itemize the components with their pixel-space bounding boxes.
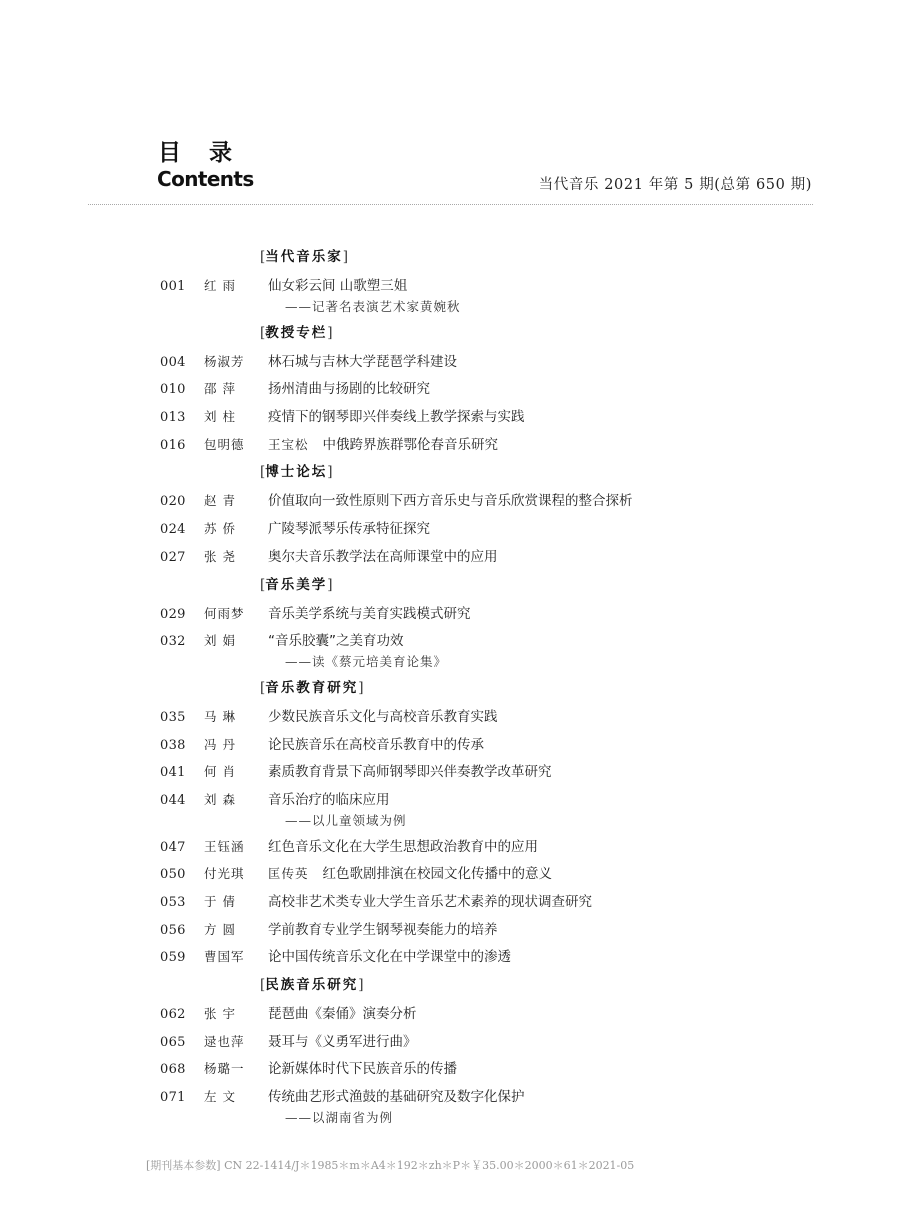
article-title xyxy=(268,544,498,572)
page-number: 016 xyxy=(160,437,186,453)
article-title xyxy=(268,431,498,460)
toc-entry[interactable] xyxy=(160,943,840,971)
page-number: 056 xyxy=(160,922,186,938)
bracket: ] xyxy=(327,464,333,481)
author-name: 何雨梦 xyxy=(204,605,245,621)
article-subtitle: ——以儿童领域为例 xyxy=(285,812,407,828)
article-title-text: 论中国传统音乐文化在中学课堂中的渗透 xyxy=(268,949,511,966)
article-title-text: 少数民族音乐文化与高校音乐教育实践 xyxy=(268,708,498,725)
article-title xyxy=(268,601,471,629)
article-title-text: 学前教育专业学生钢琴视奏能力的培养 xyxy=(268,921,498,938)
article-title xyxy=(268,759,552,787)
author-name: 方 圆 xyxy=(204,921,236,937)
article-title-text: 红色音乐文化在大学生思想政治教育中的应用 xyxy=(268,838,538,855)
article-title-text: 传统曲艺形式渔鼓的基础研究及数字化保护 xyxy=(268,1089,525,1106)
author-name: 付光琪 xyxy=(204,866,245,882)
article-title xyxy=(268,1029,417,1057)
journal-parameters-footer: [期刊基本参数] CN 22-1414/J＊1985＊m＊A4＊192＊zh＊P＊￥35.00＊2000＊61＊2021-05 xyxy=(146,1159,635,1172)
article-subtitle: ——读《蔡元培美育论集》 xyxy=(285,653,448,669)
section-title: 音乐教育研究 xyxy=(265,679,359,696)
page-number: 001 xyxy=(160,279,186,294)
page-number: 029 xyxy=(160,606,186,622)
article-title-text: 广陵琴派琴乐传承特征探究 xyxy=(268,521,430,538)
author-name: 冯 丹 xyxy=(204,736,236,752)
article-title xyxy=(268,860,552,889)
author-name: 红 雨 xyxy=(204,278,236,293)
bracket: [ xyxy=(260,576,266,593)
section-heading xyxy=(160,243,840,272)
page-number: 032 xyxy=(160,634,186,650)
article-title xyxy=(268,404,525,432)
toc-entry[interactable] xyxy=(160,888,840,916)
section-heading xyxy=(160,971,840,1000)
article-title xyxy=(268,1056,457,1084)
article-title-text: 价值取向一致性原则下西方音乐史与音乐欣赏课程的整合探析 xyxy=(268,493,633,510)
page-number: 035 xyxy=(160,709,186,725)
author-name: 刘 柱 xyxy=(204,409,236,425)
bracket: ] xyxy=(358,679,364,696)
page-number: 071 xyxy=(160,1090,186,1106)
article-title-text: 琵琶曲《秦俑》演奏分析 xyxy=(268,1006,417,1023)
toc-entry[interactable] xyxy=(160,703,840,731)
author-name: 张 宇 xyxy=(204,1006,236,1022)
article-title xyxy=(268,488,633,516)
toc-entry[interactable] xyxy=(160,1055,840,1083)
author-name: 刘 森 xyxy=(204,791,236,807)
coauthor-name: 王宝松 xyxy=(268,436,309,452)
issue-info: 当代音乐 2021 年第 5 期(总第 650 期) xyxy=(538,177,812,193)
toc-entry[interactable] xyxy=(160,1028,840,1056)
page-number: 047 xyxy=(160,839,186,855)
article-title-text: 音乐美学系统与美育实践模式研究 xyxy=(268,605,471,622)
toc-entry[interactable] xyxy=(160,916,840,944)
article-title-text: 林石城与吉林大学琵琶学科建设 xyxy=(268,353,457,370)
article-title-text: 奥尔夫音乐教学法在高师课堂中的应用 xyxy=(268,548,498,565)
bracket: [ xyxy=(260,977,266,994)
bracket: [ xyxy=(260,249,266,265)
author-name: 何 肖 xyxy=(204,764,236,780)
page-number: 013 xyxy=(160,410,186,426)
article-title xyxy=(268,349,457,377)
section-title: 当代音乐家 xyxy=(265,249,343,265)
page-number: 010 xyxy=(160,382,186,398)
author-name: 杨淑芳 xyxy=(204,353,245,369)
toc-entry[interactable] xyxy=(160,731,840,759)
section-title: 民族音乐研究 xyxy=(265,977,359,994)
article-title xyxy=(268,917,498,945)
article-title-text: 红色歌剧排演在校园文化传播中的意义 xyxy=(322,866,553,883)
article-title xyxy=(268,889,592,917)
section-title: 博士论坛 xyxy=(265,464,328,481)
article-title xyxy=(268,834,538,862)
page-number: 059 xyxy=(160,950,186,966)
article-title xyxy=(268,376,430,404)
author-name: 马 琳 xyxy=(204,708,236,724)
page-number: 024 xyxy=(160,522,186,538)
article-title xyxy=(268,732,484,760)
coauthor-name: 匡传英 xyxy=(268,866,309,882)
article-subtitle: ——记著名表演艺术家黄婉秋 xyxy=(285,298,461,314)
bracket: [ xyxy=(260,324,266,341)
bracket: ] xyxy=(327,324,333,341)
author-name: 曹国军 xyxy=(204,949,245,965)
table-of-contents xyxy=(160,243,840,1130)
author-name: 于 倩 xyxy=(204,894,236,909)
toc-entry[interactable] xyxy=(160,431,840,459)
page-number: 065 xyxy=(160,1034,186,1050)
author-name: 赵 青 xyxy=(204,493,236,509)
section-title: 音乐美学 xyxy=(265,576,328,593)
toc-entry[interactable] xyxy=(160,860,840,888)
page-number: 053 xyxy=(160,895,186,910)
section-title: 教授专栏 xyxy=(265,324,328,341)
author-name: 张 尧 xyxy=(204,548,236,564)
section-heading xyxy=(160,571,840,600)
contents-title-en: Contents xyxy=(157,167,254,191)
article-title-text: 中俄跨界族群鄂伦春音乐研究 xyxy=(322,436,499,453)
article-title-text: 扬州清曲与扬剧的比较研究 xyxy=(268,381,430,398)
toc-entry[interactable] xyxy=(160,515,840,543)
article-title-text: 高校非艺术类专业大学生音乐艺术素养的现状调查研究 xyxy=(268,894,592,910)
page-number: 050 xyxy=(160,867,186,883)
page-number: 062 xyxy=(160,1007,186,1023)
author-name: 王钰涵 xyxy=(204,838,245,854)
bracket: [ xyxy=(260,464,266,481)
header-divider xyxy=(88,204,813,205)
page-number: 038 xyxy=(160,737,186,753)
bracket: ] xyxy=(327,576,333,593)
page-number: 027 xyxy=(160,549,186,565)
page-number: 068 xyxy=(160,1062,186,1078)
author-name: 刘 娟 xyxy=(204,633,236,649)
author-name: 左 文 xyxy=(204,1089,236,1105)
article-title-text: 音乐治疗的临床应用 xyxy=(268,791,390,808)
section-heading xyxy=(160,458,840,487)
toc-entry[interactable] xyxy=(160,833,840,861)
page-number: 044 xyxy=(160,792,186,808)
article-title xyxy=(268,516,430,544)
article-title-text: 疫情下的钢琴即兴伴奏线上教学探索与实践 xyxy=(268,409,525,426)
article-title-text: 论民族音乐在高校音乐教育中的传承 xyxy=(268,736,484,753)
bracket: [ xyxy=(260,679,266,696)
page-number: 020 xyxy=(160,494,186,510)
article-subtitle: ——以湖南省为例 xyxy=(285,1109,394,1125)
toc-entry[interactable] xyxy=(160,348,840,376)
author-name: 杨璐一 xyxy=(204,1061,245,1077)
bracket: ] xyxy=(358,977,364,994)
contents-title-zh: 目 录 xyxy=(158,139,243,166)
author-name: 苏 侨 xyxy=(204,521,236,537)
toc-entry[interactable] xyxy=(160,403,840,431)
author-name: 包明德 xyxy=(204,436,245,452)
toc-entry[interactable] xyxy=(160,600,840,628)
author-name: 邵 萍 xyxy=(204,381,236,397)
article-title-text: 论新媒体时代下民族音乐的传播 xyxy=(268,1061,457,1078)
article-title xyxy=(268,1001,417,1029)
article-title-text: 仙女彩云间 山歌塑三姐 xyxy=(268,278,408,294)
page-number: 004 xyxy=(160,354,186,370)
toc-entry[interactable] xyxy=(160,543,840,571)
toc-entry[interactable] xyxy=(160,1000,840,1028)
article-title xyxy=(268,944,511,972)
author-name: 逯也萍 xyxy=(204,1033,245,1049)
page-number: 041 xyxy=(160,765,186,781)
article-title-text: “音乐胶囊”之美育功效 xyxy=(268,633,404,650)
toc-entry[interactable] xyxy=(160,758,840,786)
article-title-text: 聂耳与《义勇军进行曲》 xyxy=(268,1033,417,1050)
bracket: ] xyxy=(342,249,349,265)
section-heading xyxy=(160,674,840,703)
section-heading xyxy=(160,319,840,348)
article-title xyxy=(268,704,498,732)
toc-entry[interactable] xyxy=(160,487,840,515)
toc-entry[interactable] xyxy=(160,375,840,403)
article-title-text: 素质教育背景下高师钢琴即兴伴奏教学改革研究 xyxy=(268,764,552,781)
